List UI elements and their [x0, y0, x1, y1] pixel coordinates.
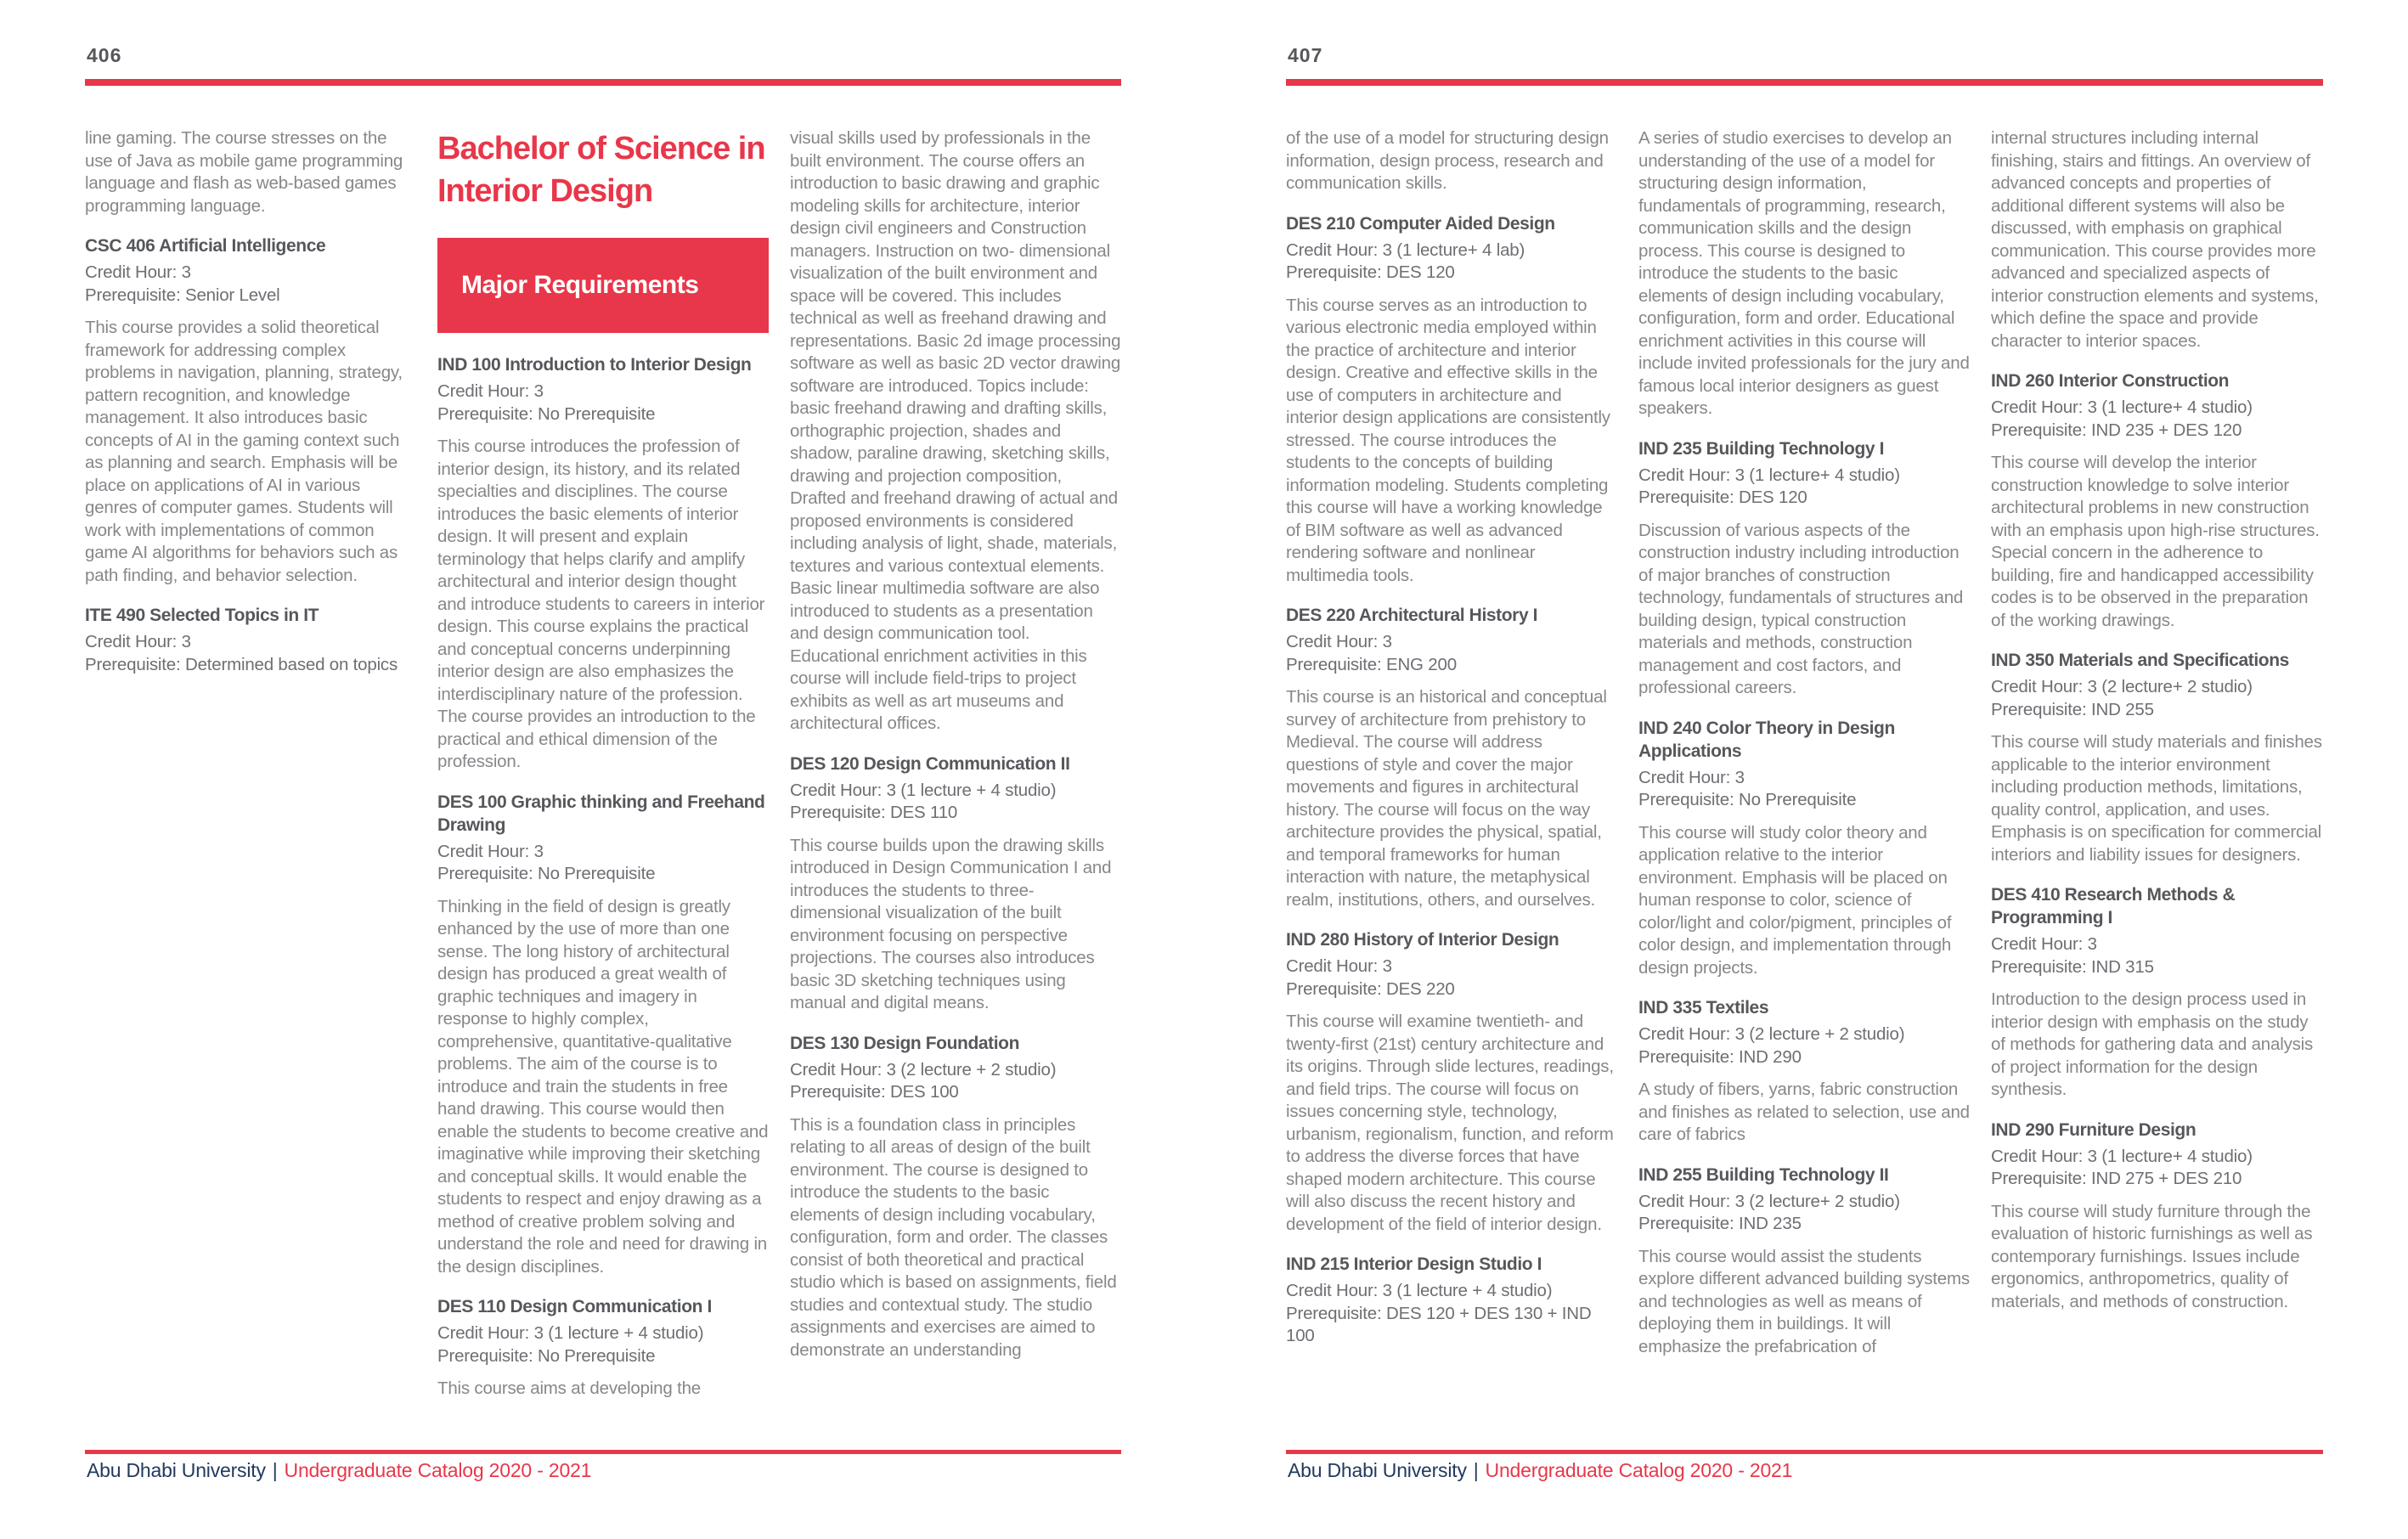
course-description: Thinking in the field of design is greatly enhanced by the use of more than one sense. The long history of architectural design has produced a great wealth of graphic techniques and imagery in response to highly complex, comprehensive, quantitative-qualitative problems. The aim of the course is to introduce and train the students in free hand drawing. This course would then enable the students to become creative and imaginative while improving their sketching and conceptual skills. It would enable the students to respect and enjoy drawing as a method of creative problem solving and understand the role and need for drawing in the design disciplines.: [437, 896, 769, 1277]
course-meta: [437, 1322, 769, 1367]
course-description: This is a foundation class in principles relating to all areas of design of the built environment. The course is designed to introduce the students to the basic elements of design including vocabulary, configuration, form and order. The classes consist of both theoretical and practical studio which is based on assignments, field studies and contextual study. The studio assignments and exercises are aimed to demonstrate an understanding: [790, 1114, 1117, 1360]
credit-hours: Credit Hour: 3 (2 lecture+ 2 studio): [1991, 677, 2253, 696]
footer-separator: |: [272, 1459, 278, 1481]
credit-hours: Credit Hour: 3 (2 lecture + 2 studio): [790, 1059, 1057, 1080]
prerequisite: Prerequisite: IND 315: [1991, 956, 2154, 977]
course-description: line gaming. The course stresses on the use of Java as mobile game programming language and flash as web-based games programming language.: [85, 128, 403, 216]
course-heading: DES 410 Research Methods & Programming I: [1991, 885, 2236, 927]
course-description: of the use of a model for structuring design information, design process, research and communication skills.: [1286, 128, 1609, 193]
credit-hours: Credit Hour: 3 (1 lecture+ 4 studio): [1991, 397, 2253, 417]
prerequisite: Prerequisite: DES 120: [1638, 488, 1807, 507]
course-description: A study of fibers, yarns, fabric construction and finishes as related to selection, use and care of fabrics: [1638, 1080, 1970, 1144]
course-description: Introduction to the design process used in interior design with emphasis on the study of methods for gathering data and analysis of project information for the design synthesis.: [1991, 989, 2314, 1099]
credit-hours: Credit Hour: 3: [437, 381, 544, 401]
course-heading: IND 215 Interior Design Studio I: [1286, 1254, 1542, 1274]
credit-hours: Credit Hour: 3 (1 lecture + 4 studio): [1286, 1281, 1553, 1300]
course-meta: [1638, 767, 1970, 812]
course-heading: IND 255 Building Technology II: [1638, 1164, 1889, 1185]
footer-university: Abu Dhabi University: [87, 1459, 266, 1481]
header-rule: [85, 79, 1121, 86]
prerequisite: Prerequisite: No Prerequisite: [437, 864, 656, 883]
columns-container: [85, 127, 1121, 1401]
course-description: internal structures including internal finishing, stairs and fittings. An overview of advanced concepts and properties of additional different systems will also be discussed, with emphasis on graphical communication. This course provides more advanced and specialized aspects of interior construction elements and systems, which define the space and provide character to interior spaces.: [1991, 128, 2319, 351]
prerequisite: Prerequisite: ENG 200: [1286, 654, 1457, 674]
prerequisite: Prerequisite: IND 275 + DES 210: [1991, 1169, 2242, 1188]
course-heading: IND 235 Building Technology I: [1638, 438, 1885, 459]
credit-hours: Credit Hour: 3: [1286, 956, 1392, 976]
course-heading: IND 240 Color Theory in Design Applications: [1638, 718, 1895, 761]
course-meta: [790, 1059, 1121, 1104]
course-description: This course would assist the students explore different advanced building systems and technologies as well as means of deploying them in buildings. It will emphasize the prefabrication of: [1638, 1246, 1970, 1356]
credit-hours: Credit Hour: 3: [85, 262, 191, 282]
prerequisite: Prerequisite: DES 120 + DES 130 + IND 100: [1286, 1303, 1592, 1345]
footer: [1288, 1459, 1792, 1482]
credit-hours: Credit Hour: 3: [437, 841, 544, 861]
course-description: This course introduces the profession of interior design, its history, and its related specialties and disciplines. The course introduces the basic elements of interior design. It will present and explain terminology that helps clarify and amplify architectural and interior design thought and introduce students to careers in interior design. This course explains the practical and conceptual concerns underpinning interior design are also emphasizes the interdisciplinary nature of the profession. The course provides an introduction to the practical and ethical dimension of the profession.: [437, 437, 765, 771]
credit-hours: Credit Hour: 3: [1638, 767, 1745, 787]
course-meta: [85, 262, 416, 307]
course-description: visual skills used by professionals in the built environment. The course offers an introduction to basic drawing and graphic modeling skills for architecture, interior design civil engineers and Construction managers. Instruction on two- dimensional visualization of the built environment and space will be covered. This includes technical as well as freehand drawing and representations. Basic 2d image processing software as well as basic 2D vector drawing software are introduced. Topics include: basic freehand drawing and drafting skills, orthographic projection, shades and shadow, paraline drawing, sketching skills, drawing and projection composition, Drafted and freehand drawing of actual and proposed environments is considered including analysis of light, shade, materials, textures and various contextual elements. Basic linear multimedia software are also introduced to students as a presentation and design communication tool. Educational enrichment activities in this course will include field-trips to project exhibits as well as art museums and architectural offices.: [790, 128, 1121, 733]
credit-hours: Credit Hour: 3 (1 lecture + 4 studio): [437, 1323, 704, 1343]
course-heading: DES 120 Design Communication II: [790, 753, 1070, 774]
course-heading: DES 130 Design Foundation: [790, 1033, 1020, 1053]
prerequisite: Prerequisite: DES 120: [1286, 262, 1455, 282]
prerequisite: Prerequisite: DES 220: [1286, 978, 1455, 999]
prerequisite: Prerequisite: Senior Level: [85, 285, 280, 305]
prerequisite: Prerequisite: DES 110: [790, 803, 958, 822]
course-meta: [1991, 933, 2322, 978]
course-description: Discussion of various aspects of the construction industry including introduction of major branches of construction technology, fundamentals of structures and building design, typical construction materials and methods, construction management and cost factors, and professional careers.: [1638, 520, 1964, 697]
header-rule: [1286, 79, 2323, 86]
prerequisite: Prerequisite: No Prerequisite: [437, 403, 656, 424]
footer: [87, 1459, 591, 1482]
text-column: [1286, 127, 1617, 1358]
course-description: This course is an historical and conceptual survey of architecture from prehistory to Medieval. The course will address questions of style and cover the major movements and figures in architectural history. The course will focus on the way architecture provides the physical, spatial, and temporal frameworks for human interaction with nature, the metaphysical realm, institutions, others, and ourselves.: [1286, 687, 1607, 910]
credit-hours: Credit Hour: 3 (1 lecture+ 4 studio): [1638, 465, 1900, 485]
prerequisite: Prerequisite: Determined based on topics: [85, 654, 398, 674]
page-407: [1286, 0, 2323, 1539]
credit-hours: Credit Hour: 3 (1 lecture+ 4 lab): [1286, 240, 1525, 260]
footer-catalog: Undergraduate Catalog 2020 - 2021: [284, 1459, 592, 1481]
course-description: This course will study materials and finishes applicable to the interior environment including production methods, limitations, quality control, application, and uses. Emphasis is on specification for commercial interiors and liability issues for designers.: [1991, 732, 2322, 865]
course-description: This course serves as an introduction to various electronic media employed within the practice of architecture and interior design. Creative and effective skills in the use of computers in architecture and interior design applications are consistently stressed. The course introduces the students to the concepts of building information modeling. Students completing this course will have a working knowledge of BIM software as well as advanced rendering software and nonlinear multimedia tools.: [1286, 295, 1610, 585]
prerequisite: Prerequisite: No Prerequisite: [437, 1345, 656, 1366]
course-description: A series of studio exercises to develop an understanding of the use of a model for structuring design information, fundamentals of programming, research, communication skills and the design process. This course is designed to introduce the students to the basic elements of design including vocabulary, configuration, form and order. Educational enrichment activities in this course will include invited professionals for the jury and famous local interior designers as guest speakers.: [1638, 128, 1970, 418]
course-meta: [1286, 240, 1617, 285]
course-heading: IND 280 History of Interior Design: [1286, 930, 1559, 950]
footer-catalog: Undergraduate Catalog 2020 - 2021: [1485, 1459, 1793, 1481]
course-heading: IND 290 Furniture Design: [1991, 1119, 2197, 1140]
course-description: This course will study furniture through the evaluation of historic furnishings as well as contemporary furnishings. Issues include ergonomics, anthropometrics, quality of materials, and methods of construction.: [1991, 1201, 2313, 1311]
prerequisite: Prerequisite: IND 235: [1638, 1214, 1802, 1233]
footer-university: Abu Dhabi University: [1288, 1459, 1467, 1481]
text-column: [85, 127, 416, 1401]
program-title: Bachelor of Science in Interior Design: [437, 131, 765, 209]
page-406: [85, 0, 1121, 1539]
prerequisite: Prerequisite: No Prerequisite: [1638, 790, 1857, 809]
course-meta: [1638, 1023, 1970, 1068]
course-description: This course will study color theory and application relative to the interior environment. Emphasis will be placed on human response to color, science of color/light and color/pigment, principles of color design, and implementation through design projects.: [1638, 822, 1952, 978]
course-heading: IND 260 Interior Construction: [1991, 371, 2230, 391]
major-requirements-banner: [437, 238, 769, 333]
course-description: This course builds upon the drawing skills introduced in Design Communication I and introduces the students to three-dimensional visualization of the built environment focusing on perspective projections. The courses also introduces basic 3D sketching techniques using manual and digital means.: [790, 835, 1112, 1012]
prerequisite: Prerequisite: IND 290: [1638, 1046, 1802, 1067]
text-column: [1991, 127, 2322, 1358]
course-meta: [1991, 676, 2322, 721]
course-heading: IND 335 Textiles: [1638, 998, 1769, 1018]
course-meta: [1991, 397, 2322, 442]
text-column: [437, 127, 769, 1401]
course-meta: [437, 381, 769, 426]
credit-hours: Credit Hour: 3 (1 lecture + 4 studio): [790, 780, 1057, 800]
course-meta: [437, 841, 769, 886]
course-meta: [790, 780, 1121, 825]
page-number: 406: [87, 44, 122, 66]
prerequisite: Prerequisite: DES 100: [790, 1082, 959, 1102]
course-heading: DES 100 Graphic thinking and Freehand Drawing: [437, 792, 765, 835]
course-meta: [1286, 631, 1617, 676]
course-meta: [1638, 465, 1970, 510]
footer-rule: [1286, 1450, 2323, 1454]
course-meta: [1638, 1191, 1970, 1236]
page-number: 407: [1288, 44, 1323, 66]
prerequisite: Prerequisite: IND 255: [1991, 699, 2154, 719]
course-description: This course will examine twentieth- and twenty-first (21st) century architecture and its origins. Through slide lectures, readings, and field trips. The course will focus on issues concerning style, technology, urbanism, regionalism, function, and reform to address the diverse forces that have shaped modern architecture. This course will also discuss the recent history and development of the field of interior design.: [1286, 1012, 1614, 1234]
credit-hours: Credit Hour: 3: [1286, 632, 1392, 651]
course-heading: DES 220 Architectural History I: [1286, 606, 1538, 625]
credit-hours: Credit Hour: 3: [85, 632, 191, 651]
text-column: [1638, 127, 1970, 1358]
course-meta: [1286, 956, 1617, 1001]
footer-rule: [85, 1450, 1121, 1454]
banner-label: Major Requirements: [461, 271, 699, 299]
credit-hours: Credit Hour: 3 (2 lecture + 2 studio): [1638, 1024, 1905, 1044]
footer-separator: |: [1473, 1459, 1479, 1481]
course-description: This course will develop the interior construction knowledge to solve interior architectural problems in new construction with an emphasis upon high-rise structures. Special concern in the adherence to building, fire and handicapped accessibility codes is to be observed in the preparation of the working drawings.: [1991, 453, 2320, 630]
course-meta: [1286, 1280, 1617, 1348]
course-heading: DES 110 Design Communication I: [437, 1297, 712, 1316]
credit-hours: Credit Hour: 3 (1 lecture+ 4 studio): [1991, 1146, 2253, 1166]
course-heading: ITE 490 Selected Topics in IT: [85, 606, 319, 625]
course-description: This course aims at developing the: [437, 1378, 701, 1398]
course-heading: IND 350 Materials and Specifications: [1991, 651, 2289, 670]
prerequisite: Prerequisite: IND 235 + DES 120: [1991, 420, 2242, 440]
text-column: [790, 127, 1121, 1401]
course-description: This course provides a solid theoretical framework for addressing complex problems in navigation, planning, strategy, pattern recognition, and knowledge management. It also introduces basic concepts of AI in the gaming context such as planning and search. Emphasis will be place on applications of AI in various genres of computer games. Students will work with implementations of common game AI algorithms for behaviors such as path finding, and behavior selection.: [85, 318, 403, 585]
credit-hours: Credit Hour: 3 (2 lecture+ 2 studio): [1638, 1191, 1900, 1211]
columns-container: [1286, 127, 2323, 1358]
course-heading: CSC 406 Artificial Intelligence: [85, 236, 326, 256]
course-heading: DES 210 Computer Aided Design: [1286, 213, 1555, 234]
course-meta: [85, 631, 416, 676]
course-meta: [1991, 1146, 2322, 1191]
credit-hours: Credit Hour: 3: [1991, 934, 2097, 954]
course-heading: IND 100 Introduction to Interior Design: [437, 355, 752, 375]
